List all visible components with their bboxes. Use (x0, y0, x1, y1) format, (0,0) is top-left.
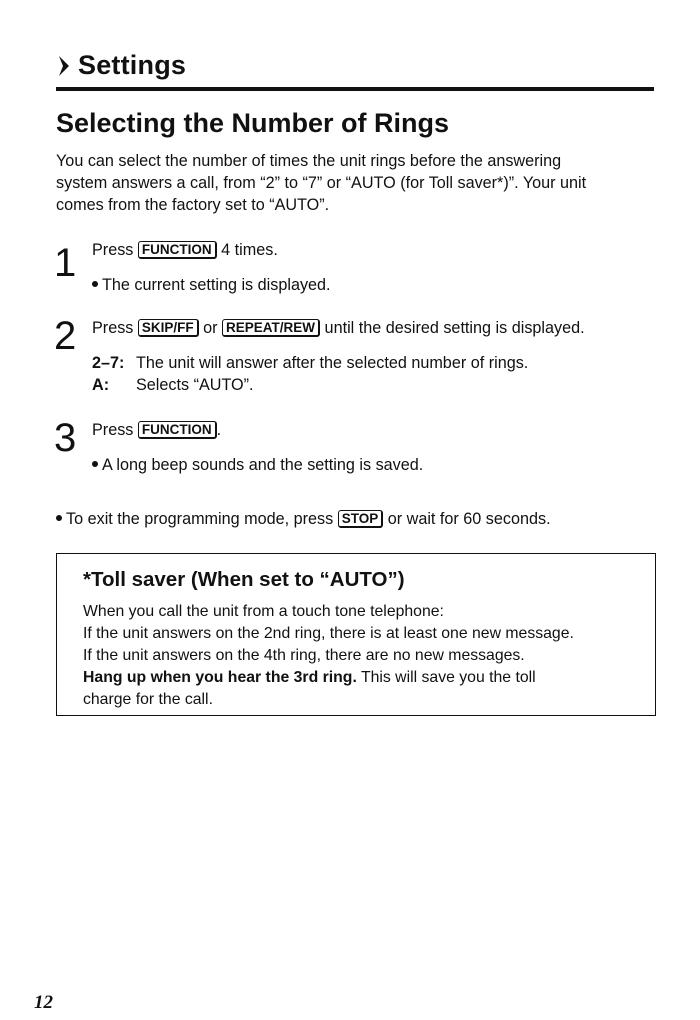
stop-key: STOP (338, 510, 384, 528)
section-title: Settings (78, 50, 187, 80)
intro-line: You can select the number of times the unit rings before the answering (56, 152, 562, 170)
toll-saver-line: If the unit answers on the 2nd ring, there is at least one new message. (83, 625, 574, 642)
section-arrow-icon (56, 54, 72, 78)
step-note (92, 454, 423, 476)
step-text-part: or (198, 319, 223, 337)
intro-line: comes from the factory set to “AUTO”. (56, 196, 330, 214)
step-note-text: The current setting is displayed. (102, 276, 331, 294)
exit-note (56, 508, 551, 530)
toll-saver-line (83, 667, 536, 688)
section-header (56, 50, 654, 81)
intro-paragraph (56, 150, 656, 216)
step-text-part: Press (92, 241, 138, 259)
function-key: FUNCTION (138, 241, 217, 259)
step-text-part: until the desired setting is displayed. (320, 319, 585, 337)
toll-saver-box (56, 553, 656, 716)
option-text: The unit will answer after the selected number of rings. (136, 354, 529, 372)
step-text-part: Press (92, 421, 138, 439)
step-number: 1 (54, 241, 77, 285)
intro-line: system answers a call, from “2” to “7” or “AUTO (for Toll saver*)”. Your unit (56, 174, 587, 192)
option-item (92, 374, 109, 396)
exit-note-text: or wait for 60 seconds. (383, 510, 551, 528)
toll-saver-title: *Toll saver (When set to “AUTO”) (83, 568, 405, 591)
repeat-rew-key: REPEAT/REW (222, 319, 320, 337)
exit-note-text: To exit the programming mode, press (66, 510, 338, 528)
step-text-part: . (216, 421, 222, 439)
function-key: FUNCTION (138, 421, 217, 439)
step-note-text: A long beep sounds and the setting is saved. (102, 456, 424, 474)
page-number: 12 (34, 992, 53, 1013)
step-number: 3 (54, 416, 77, 460)
bullet-icon (92, 281, 98, 287)
option-label: 2–7: (92, 354, 125, 372)
step-text-part: 4 times. (216, 241, 278, 259)
step-number: 2 (54, 314, 77, 358)
toll-saver-line: charge for the call. (83, 691, 213, 708)
option-label: A: (92, 376, 110, 394)
toll-saver-line: When you call the unit from a touch tone telephone: (83, 603, 444, 620)
skip-ff-key: SKIP/FF (138, 319, 199, 337)
step-instruction (92, 317, 585, 339)
page-title: Selecting the Number of Rings (56, 108, 450, 138)
bullet-icon (92, 461, 98, 467)
step-text-part: Press (92, 319, 138, 337)
toll-saver-text: This will save you the toll (356, 669, 536, 686)
bullet-icon (56, 515, 62, 521)
toll-saver-line: If the unit answers on the 4th ring, there are no new messages. (83, 647, 525, 664)
option-item (92, 352, 124, 374)
option-text: Selects “AUTO”. (136, 376, 254, 394)
toll-saver-bold: Hang up when you hear the 3rd ring. (83, 669, 357, 686)
step-instruction (92, 239, 278, 261)
step-note (92, 274, 331, 296)
step-instruction (92, 419, 221, 441)
section-divider (56, 87, 654, 91)
